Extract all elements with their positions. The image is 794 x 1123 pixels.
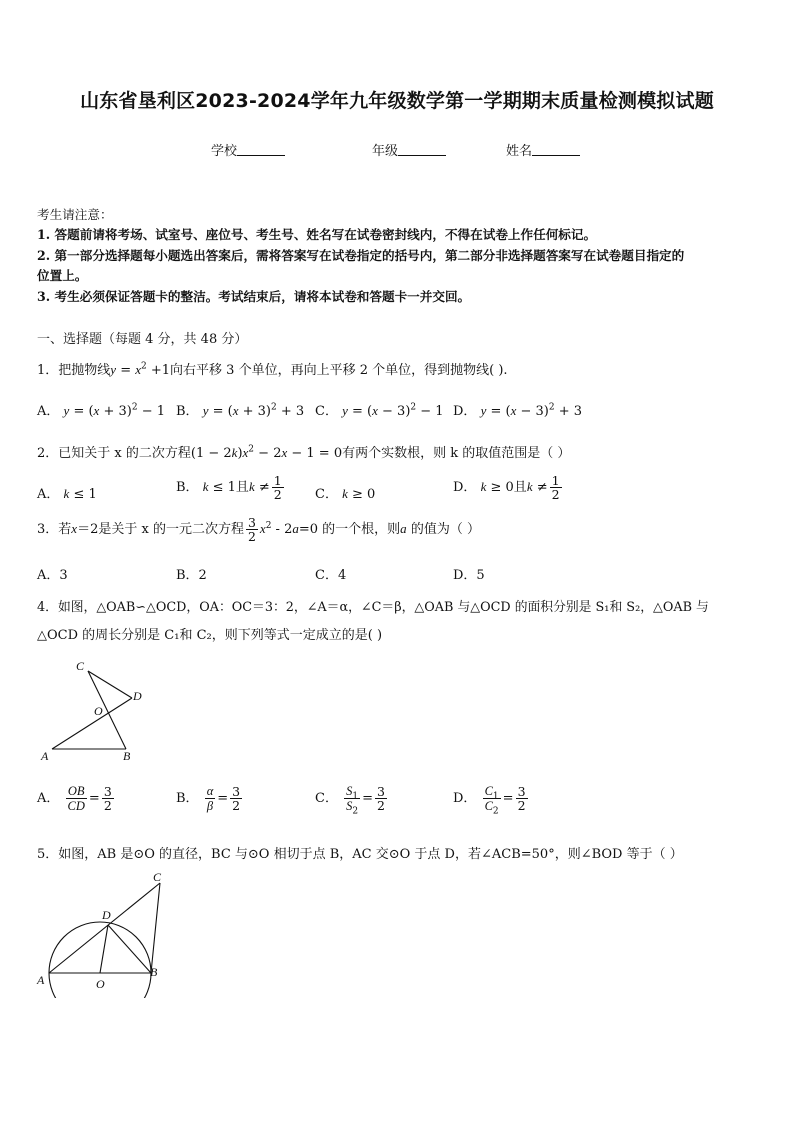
q4-option-a: A． $\frac{OB}{CD}$ = $\frac{3}{2}$ — [37, 784, 112, 814]
q1-option-b: B． $y = (x + 3)^2 + 3$ — [176, 402, 305, 419]
q4-option-d: D． $\frac{C_1}{C_2}$ = $\frac{3}{2}$ — [453, 784, 526, 817]
point-label-a: A — [41, 749, 49, 763]
school-field: 学校 — [211, 140, 285, 159]
q5-figure — [34, 866, 174, 998]
q3-option-a: A．3 — [37, 568, 68, 583]
point-label-c: C — [153, 870, 162, 884]
notice-heading: 考生请注意： — [37, 207, 113, 222]
grade-field: 年级 — [372, 140, 446, 159]
segment-ac — [49, 883, 160, 973]
notice-item-2-cont: 位置上。 — [37, 268, 88, 283]
q3-option-c: C．4 — [315, 568, 347, 583]
point-label-d: D — [133, 689, 142, 703]
point-label-c: C — [76, 659, 85, 673]
q3-option-b: B．2 — [176, 568, 207, 583]
segment-bc — [151, 883, 160, 973]
notice-item-3: 3. 考生必须保证答题卡的整洁。考试结束后，请将本试卷和答题卡一并交回。 — [37, 289, 471, 304]
grade-blank — [398, 143, 446, 156]
q2-option-a: A． k ≤ 1 — [37, 486, 97, 502]
section-heading: 一、选择题（每题 4 分，共 48 分） — [37, 332, 248, 347]
q3-option-d: D．5 — [453, 568, 485, 583]
q2-option-c: C． k ≥ 0 — [315, 486, 376, 502]
notice-item-2: 2. 第一部分选择题每小题选出答案后，需将答案写在试卷指定的括号内，第二部分非选择题答案写在试卷题目指定的 — [37, 248, 685, 263]
point-label-b: B — [150, 965, 158, 979]
question-4-line-2: △OCD 的周长分别是 C₁和 C₂，则下列等式一定成立的是( ) — [37, 628, 383, 643]
notice-item-1: 1. 答题前请将考场、试室号、座位号、考生号、姓名写在试卷密封线内，不得在试卷上作任何标记。 — [37, 227, 597, 242]
point-label-b: B — [123, 749, 131, 763]
q4-figure — [36, 656, 156, 768]
page-title: 山东省垦利区2023-2024学年九年级数学第一学期期末质量检测模拟试题 — [80, 90, 714, 112]
question-2: 2．已知关于 x 的二次方程$(1 - 2k)x^2 - 2x - 1 = 0$有两个实数根，则 k 的取值范围是（ ） — [37, 444, 571, 461]
point-label-o: O — [96, 977, 105, 991]
point-label-d: D — [102, 908, 111, 922]
q1-option-d: D． $y = (x - 3)^2 + 3$ — [453, 402, 583, 419]
segment-ad — [52, 698, 132, 749]
q2-option-d: D． k ≥ 0且k ≠ $\frac{1}{2}$ — [453, 473, 560, 503]
q2-option-b: B． k ≤ 1且k ≠ $\frac{1}{2}$ — [176, 473, 282, 503]
q1-option-c: C． $y = (x - 3)^2 - 1$ — [315, 402, 444, 419]
segment-od — [100, 925, 108, 973]
name-field: 姓名 — [506, 140, 580, 159]
q1-option-a: A． $y = (x + 3)^2 - 1$ — [37, 402, 165, 419]
q4-option-c: C． $\frac{S_1}{S_2}$ = $\frac{3}{2}$ — [315, 784, 385, 817]
question-4-line-1: 4．如图，△OAB∽△OCD，OA：OC＝3：2，∠A＝α，∠C＝β，△OAB 与△OCD 的面积分别是 S₁和 S₂，△OAB 与 — [37, 600, 709, 615]
point-label-o: O — [94, 704, 103, 718]
name-blank — [532, 143, 580, 156]
question-3: 3．若x＝2是关于 x 的一元二次方程 $\frac{3}{2}$ $x^2 - 2a=0$ 的一个根，则a 的值为（ ） — [37, 515, 480, 545]
question-1: 1．把抛物线$y = x^2 +1$向右平移 3 个单位，再向上平移 2 个单位，得到抛物线( ). — [37, 361, 508, 378]
q4-option-b: B． $\frac{\alpha}{\beta}$ = $\frac{3}{2}$ — [176, 784, 241, 814]
school-blank — [237, 143, 285, 156]
question-5: 5．如图，AB 是⊙O 的直径，BC 与⊙O 相切于点 B，AC 交⊙O 于点 D，若∠ACB=50°，则∠BOD 等于（ ） — [37, 847, 683, 862]
point-label-a: A — [37, 973, 45, 987]
